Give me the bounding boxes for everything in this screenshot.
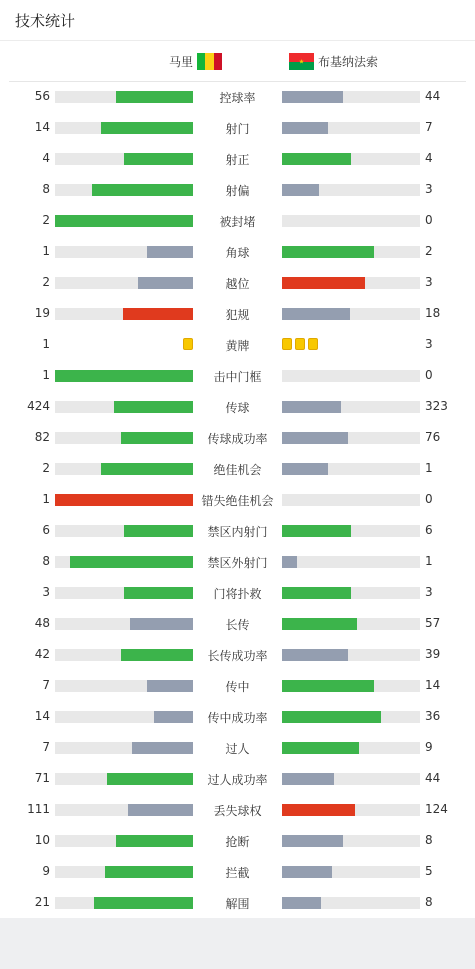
stat-label: 传中成功率 — [207, 711, 268, 725]
stat-row — [0, 205, 475, 236]
yellow-card-icon — [183, 338, 193, 350]
home-value: 82 — [34, 430, 50, 444]
home-value: 14 — [34, 120, 50, 134]
stat-label: 射正 — [225, 153, 250, 167]
away-bar — [282, 463, 328, 475]
home-bar-track — [55, 866, 193, 878]
stat-label: 门将扑救 — [213, 587, 262, 601]
stat-label: 拦截 — [225, 866, 250, 880]
home-bar-track — [55, 742, 193, 754]
home-bar — [121, 649, 193, 661]
stat-row — [0, 577, 475, 608]
stat-label: 长传成功率 — [207, 649, 268, 663]
home-value: 7 — [42, 678, 50, 692]
stat-label: 传球 — [225, 401, 250, 415]
home-bar-track — [55, 153, 193, 165]
home-value: 3 — [42, 585, 50, 599]
stat-row — [0, 546, 475, 577]
away-bar-track — [282, 618, 420, 630]
home-bar — [107, 773, 193, 785]
away-bar-track — [282, 463, 420, 475]
away-bar — [282, 711, 381, 723]
away-bar-track — [282, 122, 420, 134]
home-bar — [138, 277, 193, 289]
home-value: 4 — [42, 151, 50, 165]
home-bar — [55, 215, 193, 227]
stat-label: 角球 — [225, 246, 250, 260]
stat-row — [0, 391, 475, 422]
home-value: 111 — [27, 802, 50, 816]
away-value: 3 — [425, 275, 433, 289]
home-bar — [101, 122, 193, 134]
stat-label: 击中门框 — [213, 370, 262, 384]
away-value: 39 — [425, 647, 441, 661]
away-value: 124 — [425, 802, 448, 816]
stat-row — [0, 422, 475, 453]
home-bar-track — [55, 215, 193, 227]
home-bar-track — [55, 773, 193, 785]
away-bar-track — [282, 246, 420, 258]
burkina-faso-flag-icon — [289, 53, 314, 70]
stat-label: 过人成功率 — [207, 773, 268, 787]
home-bar-track — [55, 494, 193, 506]
home-bar — [132, 742, 193, 754]
away-bar — [282, 618, 357, 630]
home-team-name: 马里 — [168, 55, 193, 69]
stat-row — [0, 732, 475, 763]
home-bar — [105, 866, 193, 878]
home-value: 8 — [42, 554, 50, 568]
away-bar — [282, 556, 297, 568]
away-bar — [282, 680, 374, 692]
home-bar-track — [55, 525, 193, 537]
home-bar — [147, 246, 193, 258]
home-bar — [55, 370, 193, 382]
stat-label: 禁区外射门 — [207, 556, 268, 570]
stat-label: 抢断 — [225, 835, 250, 849]
home-bar — [123, 308, 193, 320]
away-bar — [282, 587, 351, 599]
home-value: 42 — [34, 647, 50, 661]
away-value: 14 — [425, 678, 441, 692]
away-value: 44 — [425, 771, 441, 785]
home-bar-track — [55, 680, 193, 692]
away-bar — [282, 401, 341, 413]
away-value: 3 — [425, 585, 433, 599]
away-bar — [282, 866, 332, 878]
home-yellow-cards — [183, 338, 193, 350]
away-bar-track — [282, 804, 420, 816]
away-value: 9 — [425, 740, 433, 754]
stat-row — [0, 267, 475, 298]
stat-row — [0, 484, 475, 515]
home-bar-track — [55, 618, 193, 630]
home-value: 6 — [42, 523, 50, 537]
home-bar — [128, 804, 193, 816]
home-bar-track — [55, 401, 193, 413]
stat-label: 过人 — [225, 742, 250, 756]
away-bar-track — [282, 587, 420, 599]
stat-row — [0, 825, 475, 856]
stat-label: 被封堵 — [219, 215, 256, 229]
home-bar — [101, 463, 193, 475]
away-bar — [282, 308, 350, 320]
home-bar — [114, 401, 193, 413]
stat-label: 绝佳机会 — [213, 463, 262, 477]
home-value: 19 — [34, 306, 50, 320]
away-bar-track — [282, 711, 420, 723]
away-bar — [282, 835, 343, 847]
stat-row — [0, 143, 475, 174]
home-value: 1 — [42, 492, 50, 506]
home-bar — [116, 91, 193, 103]
away-bar — [282, 897, 321, 909]
stat-row — [0, 360, 475, 391]
home-team[interactable] — [169, 53, 222, 70]
stat-row — [0, 856, 475, 887]
home-bar — [147, 680, 193, 692]
stat-row — [0, 112, 475, 143]
away-value: 7 — [425, 120, 433, 134]
away-bar-track — [282, 742, 420, 754]
stat-row — [0, 81, 475, 112]
away-bar-track — [282, 432, 420, 444]
stat-label: 长传 — [225, 618, 250, 632]
away-bar-track — [282, 401, 420, 413]
home-bar-track — [55, 463, 193, 475]
away-bar — [282, 184, 319, 196]
away-value: 8 — [425, 895, 433, 909]
home-bar-track — [55, 835, 193, 847]
away-yellow-cards — [282, 338, 318, 350]
away-bar-track — [282, 897, 420, 909]
stat-row — [0, 515, 475, 546]
home-value: 2 — [42, 275, 50, 289]
home-bar — [121, 432, 193, 444]
away-value: 2 — [425, 244, 433, 258]
stat-label: 传球成功率 — [207, 432, 268, 446]
home-bar — [124, 525, 193, 537]
home-bar-track — [55, 804, 193, 816]
home-bar — [124, 587, 193, 599]
away-value: 57 — [425, 616, 441, 630]
home-value: 2 — [42, 461, 50, 475]
home-bar-track — [55, 587, 193, 599]
stat-row — [0, 887, 475, 918]
home-bar-track — [55, 649, 193, 661]
away-bar-track — [282, 680, 420, 692]
home-value: 48 — [34, 616, 50, 630]
home-bar-track — [55, 91, 193, 103]
away-bar — [282, 773, 334, 785]
home-bar — [130, 618, 193, 630]
away-bar-track — [282, 308, 420, 320]
away-team[interactable] — [289, 53, 378, 70]
away-value: 76 — [425, 430, 441, 444]
home-value: 1 — [42, 244, 50, 258]
page-title: 技术统计 — [15, 12, 76, 30]
away-value: 1 — [425, 554, 433, 568]
away-bar-track — [282, 184, 420, 196]
stat-row — [0, 763, 475, 794]
away-bar-track — [282, 91, 420, 103]
away-bar-track — [282, 153, 420, 165]
away-value: 44 — [425, 89, 441, 103]
away-value: 4 — [425, 151, 433, 165]
header — [0, 0, 475, 41]
away-bar — [282, 91, 343, 103]
stat-row — [0, 670, 475, 701]
home-value: 56 — [34, 89, 50, 103]
home-bar — [154, 711, 193, 723]
away-value: 323 — [425, 399, 448, 413]
away-value: 18 — [425, 306, 441, 320]
stat-label: 射偏 — [225, 184, 250, 198]
home-value: 21 — [34, 895, 50, 909]
away-bar — [282, 649, 348, 661]
away-value: 5 — [425, 864, 433, 878]
away-bar — [282, 122, 328, 134]
away-bar — [282, 804, 355, 816]
home-bar — [116, 835, 193, 847]
home-bar-track — [55, 711, 193, 723]
home-value: 71 — [34, 771, 50, 785]
away-value: 0 — [425, 368, 433, 382]
away-value: 1 — [425, 461, 433, 475]
away-bar-track — [282, 835, 420, 847]
away-value: 0 — [425, 213, 433, 227]
home-bar-track — [55, 184, 193, 196]
away-bar-track — [282, 866, 420, 878]
home-bar — [55, 494, 193, 506]
away-value: 0 — [425, 492, 433, 506]
home-bar-track — [55, 897, 193, 909]
stat-row — [0, 453, 475, 484]
home-bar-track — [55, 122, 193, 134]
stat-row — [0, 608, 475, 639]
home-bar-track — [55, 432, 193, 444]
away-bar-track — [282, 370, 420, 382]
away-value: 3 — [425, 182, 433, 196]
stat-label: 丢失球权 — [213, 804, 262, 818]
stat-row — [0, 701, 475, 732]
stat-label: 传中 — [225, 680, 250, 694]
home-value: 10 — [34, 833, 50, 847]
away-bar — [282, 432, 348, 444]
away-value: 8 — [425, 833, 433, 847]
stat-label: 控球率 — [219, 91, 256, 105]
home-value: 1 — [42, 337, 50, 351]
home-bar — [70, 556, 193, 568]
home-bar-track — [55, 277, 193, 289]
stat-row — [0, 298, 475, 329]
home-bar-track — [55, 556, 193, 568]
away-bar-track — [282, 773, 420, 785]
mali-flag-icon — [197, 53, 222, 70]
away-value: 36 — [425, 709, 441, 723]
stat-label: 错失绝佳机会 — [201, 494, 274, 508]
home-value: 424 — [27, 399, 50, 413]
yellow-card-icon — [282, 338, 292, 350]
away-bar — [282, 153, 351, 165]
stat-row — [0, 236, 475, 267]
stat-row — [0, 639, 475, 670]
stat-label: 犯规 — [225, 308, 250, 322]
stat-label: 越位 — [225, 277, 250, 291]
stat-label: 黄牌 — [225, 339, 250, 353]
away-bar-track — [282, 277, 420, 289]
stat-label: 禁区内射门 — [207, 525, 268, 539]
stat-label: 解围 — [225, 897, 250, 911]
away-bar-track — [282, 494, 420, 506]
home-value: 7 — [42, 740, 50, 754]
home-value: 9 — [42, 864, 50, 878]
away-team-name: 布基纳法索 — [318, 55, 379, 69]
stat-row — [0, 329, 475, 360]
away-bar — [282, 742, 359, 754]
away-value: 6 — [425, 523, 433, 537]
stat-row — [0, 174, 475, 205]
away-bar-track — [282, 215, 420, 227]
home-bar — [92, 184, 193, 196]
stat-label: 射门 — [225, 122, 250, 136]
home-value: 1 — [42, 368, 50, 382]
away-bar — [282, 277, 365, 289]
teams-header — [9, 41, 466, 82]
home-value: 2 — [42, 213, 50, 227]
home-value: 8 — [42, 182, 50, 196]
home-value: 14 — [34, 709, 50, 723]
away-bar-track — [282, 525, 420, 537]
away-value: 3 — [425, 337, 433, 351]
away-bar — [282, 525, 351, 537]
away-bar-track — [282, 556, 420, 568]
stat-row — [0, 794, 475, 825]
home-bar-track — [55, 246, 193, 258]
home-bar-track — [55, 308, 193, 320]
home-bar-track — [55, 370, 193, 382]
home-bar — [94, 897, 193, 909]
yellow-card-icon — [308, 338, 318, 350]
away-bar — [282, 246, 374, 258]
home-bar — [124, 153, 193, 165]
away-bar-track — [282, 649, 420, 661]
yellow-card-icon — [295, 338, 305, 350]
